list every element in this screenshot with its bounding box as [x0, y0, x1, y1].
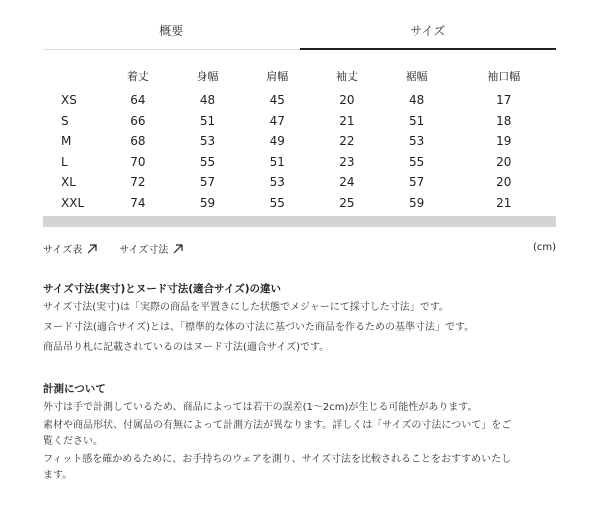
table-cell: 21: [496, 195, 512, 210]
table-cell: 72: [130, 175, 146, 190]
size-measure-link[interactable]: [119, 241, 183, 256]
table-cell: 53: [408, 134, 425, 149]
column-header: 肩幅: [266, 70, 289, 83]
tab-bar: [43, 12, 556, 50]
note-line: 外寸は手で計測しているため、商品によっては若干の誤差(1〜2cm)が生じる可能性があります。: [43, 402, 478, 413]
table-cell: 51: [199, 113, 216, 128]
external-arrow-icon: [173, 244, 183, 254]
note-paragraph: [43, 452, 563, 484]
table-cell: 48: [408, 93, 425, 108]
table-cell: 17: [496, 93, 512, 108]
size-label: XL: [61, 175, 76, 190]
table-cell: 47: [269, 113, 285, 128]
table-row: [43, 193, 556, 214]
size-label: XXL: [61, 195, 85, 210]
size-label: XS: [61, 93, 77, 108]
table-corner: [43, 62, 103, 90]
table-cell: 21: [339, 113, 355, 128]
table-cell: 20: [496, 175, 512, 190]
table-cell: 64: [130, 93, 146, 108]
size-label: S: [61, 113, 69, 128]
table-cell: 25: [339, 195, 355, 210]
table-cell: 51: [408, 113, 425, 128]
note-line: 素材や商品形状、付属品の有無によって計測方法が異なります。詳しくは「サイズの寸法について」をご: [43, 420, 512, 431]
table-cell: 19: [496, 134, 512, 149]
column-header: 袖丈: [335, 70, 358, 83]
size-links: [43, 241, 183, 256]
table-cell: 57: [199, 175, 216, 190]
table-row: [43, 172, 556, 193]
table-row: [43, 111, 556, 132]
table-cell: 66: [130, 113, 146, 128]
size-chart-link[interactable]: [43, 241, 97, 256]
unit-label: (cm): [532, 242, 556, 253]
table-cell: 20: [339, 93, 355, 108]
note-paragraph: [43, 418, 563, 450]
column-header: 着丈: [126, 70, 149, 83]
table-cell: 57: [408, 175, 425, 190]
tab-overview[interactable]: 概要: [159, 24, 184, 38]
note-line: 商品吊り札に記載されているのはヌード寸法(適合サイズ)です。: [43, 342, 330, 353]
table-cell: 55: [269, 195, 285, 210]
table-cell: 51: [269, 154, 285, 169]
table-cell: 59: [408, 195, 425, 210]
column-header: 身幅: [196, 70, 219, 83]
table-cell: 49: [269, 134, 285, 149]
note-line: フィット感を確かめるために、お手持ちのウェアを測り、サイズ寸法を比較されることをおすすめいたし: [43, 454, 512, 465]
column-header: 袖口幅: [487, 70, 521, 83]
table-cell: 24: [339, 175, 355, 190]
table-cell: 23: [339, 154, 355, 169]
scrollbar-thumb[interactable]: [43, 216, 556, 227]
size-measure-link-label: サイズ寸法: [119, 245, 169, 256]
column-header: 裾幅: [405, 70, 428, 83]
table-cell: 22: [339, 134, 355, 149]
table-row: [43, 90, 556, 111]
section-spacer: [43, 358, 563, 380]
table-cell: 68: [130, 134, 146, 149]
size-notes: [43, 280, 563, 486]
table-cell: 55: [408, 154, 425, 169]
table-cell: 74: [130, 195, 146, 210]
size-label: L: [61, 154, 68, 169]
table-header-row: [43, 62, 556, 90]
table-cell: 53: [269, 175, 285, 190]
table-row: [43, 152, 556, 173]
table-cell: 53: [199, 134, 216, 149]
size-table: [43, 62, 556, 213]
external-arrow-icon: [87, 244, 97, 254]
table-cell: 45: [269, 93, 285, 108]
note-line: ます。: [43, 470, 73, 481]
tab-size[interactable]: サイズ: [300, 12, 557, 49]
table-cell: 48: [199, 93, 216, 108]
table-cell: 55: [199, 154, 216, 169]
table-cell: 70: [130, 154, 146, 169]
horizontal-scrollbar[interactable]: [43, 216, 556, 227]
note-line: サイズ寸法(実寸)は「実際の商品を平置きにした状態でメジャーにて採寸した寸法」です。: [43, 302, 450, 313]
table-cell: 59: [199, 195, 216, 210]
table-row: [43, 131, 556, 152]
note-line: 覧ください。: [43, 436, 103, 447]
section-title: 計測について: [43, 383, 106, 395]
size-chart-link-label: サイズ表: [43, 245, 83, 256]
note-line: ヌード寸法(適合サイズ)とは、「標準的な体の寸法に基づいた商品を作るための基準寸法」です。: [43, 322, 475, 333]
table-cell: 20: [496, 154, 512, 169]
table-cell: 18: [496, 113, 512, 128]
section-title: サイズ寸法(実寸)とヌード寸法(適合サイズ)の違い: [43, 283, 282, 295]
size-label: M: [61, 134, 72, 149]
